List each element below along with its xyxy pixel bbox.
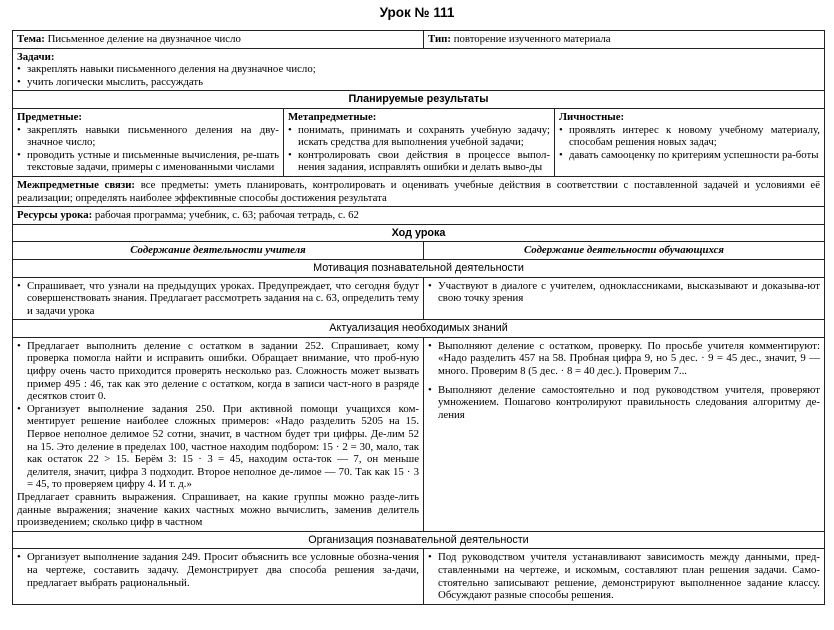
stage-title: Актуализация необходимых знаний bbox=[13, 320, 825, 338]
topic-label: Тема: bbox=[17, 33, 45, 45]
list-item: • проявлять интерес к новому учебному материалу, способам решения новых задач; bbox=[559, 124, 820, 149]
list-item: • Предлагает выполнить деление с остатком в задании 252. Спрашивает, кому проверка помогла найти и исправить ошибки. Обращает внимание, что проб-ную цифру очень часто приходится проверять несколько раз. Сложность может вызвать пример 495 : 46, так как это деление с остатком, когда в записи част-ного в разряде десятков стоит 0. bbox=[17, 340, 419, 403]
list-item: • учить логически мыслить, рассуждать bbox=[17, 76, 820, 89]
meta-results-list bbox=[288, 124, 550, 174]
personal-results-label: Личностные: bbox=[559, 110, 625, 123]
student-activity-cell bbox=[424, 277, 825, 320]
list-item: • Под руководством учителя устанавливают зависимость между данными, пред-ставленными на чертеже, и искомым, составляют план решения задачи. Само-стоятельно записывают решение, демонстрируют выполненное задание классу. Обсуждают разные способы решения. bbox=[428, 551, 820, 601]
teacher-activity-list bbox=[17, 340, 419, 491]
stage-row bbox=[13, 337, 825, 531]
stage-title: Мотивация познавательной деятельности bbox=[13, 259, 825, 277]
topic-cell bbox=[13, 31, 424, 49]
lesson-plan-table bbox=[12, 30, 825, 605]
student-column-header: Содержание деятельности обучающихся bbox=[424, 242, 825, 260]
topic-value: Письменное деление на двузначное число bbox=[47, 33, 241, 45]
personal-results-list bbox=[559, 124, 820, 162]
tasks-cell bbox=[13, 48, 825, 91]
interdisciplinary-label: Межпредметные связи: bbox=[17, 178, 136, 191]
subject-results-cell bbox=[13, 108, 284, 176]
course-title: Ход урока bbox=[13, 224, 825, 242]
personal-results-cell bbox=[555, 108, 825, 176]
list-item: • закреплять навыки письменного деления на дву-значное число; bbox=[17, 124, 279, 149]
list-item: • Организует выполнение задания 250. При активной помощи учащихся ком-ментирует решение наиболее сложных примеров: «Надо разделить 5205 на 15. Первое неполное делимое 52 сотни, значит, в частном будет три цифры. Де-лим 52 на 15. Это деление в пределах 100, частное находим подбором: 15 · 2 = 30, мало, так как остаток 22 > 15. Берём 3: 15 · 3 = 45, находим оста-ток — 7, он меньше делителя, значит, цифра 3 подходит. Второе неполное де-лимое — 70. Так как 15 · 3 = 45, то проверяем цифру 4. И т. д.» bbox=[17, 403, 419, 491]
list-item: • Выполняют деление с остатком, проверку. По просьбе учителя комментируют: «Надо разделить 457 на 58. Пробная цифра 9, но 5 дес. · 9 = 45 дес., значит, 9 — много. Проверим 8 (5 дес. · 8 = 40 дес.). Проверим 7... bbox=[428, 340, 820, 378]
meta-results-cell bbox=[284, 108, 555, 176]
teacher-activity-cell bbox=[13, 337, 424, 531]
stage-title-row bbox=[13, 320, 825, 338]
list-item: • контролировать свои действия в процессе выпол-нения задания, исправлять ошибки и делать выво-ды bbox=[288, 149, 550, 174]
resources-text: рабочая программа; учебник, с. 63; рабочая тетрадь, с. 62 bbox=[94, 209, 359, 222]
list-item: • Выполняют деление самостоятельно и под руководством учителя, проверяют умножением. Пошагово контролируют правильность следования алгоритму де-ления bbox=[428, 384, 820, 422]
teacher-activity-list bbox=[17, 280, 419, 318]
list-item: • давать самооценку по критериям успешности ра-боты bbox=[559, 149, 820, 162]
list-item: • закреплять навыки письменного деления на двузначное число; bbox=[17, 63, 820, 76]
tasks-row bbox=[13, 48, 825, 91]
student-activity-list bbox=[428, 280, 820, 305]
lesson-title: Урок № 111 bbox=[379, 5, 455, 20]
stage-title-row bbox=[13, 531, 825, 549]
planned-results-title-row bbox=[13, 91, 825, 109]
type-value: повторение изученного материала bbox=[453, 33, 611, 45]
planned-results-row bbox=[13, 108, 825, 176]
topic-row bbox=[13, 31, 825, 49]
meta-results-label: Метапредметные: bbox=[288, 110, 377, 123]
teacher-activity-cell bbox=[13, 549, 424, 604]
subject-results-label: Предметные: bbox=[17, 110, 83, 123]
resources-cell bbox=[13, 207, 825, 225]
teacher-column-header: Содержание деятельности учителя bbox=[13, 242, 424, 260]
resources-row bbox=[13, 207, 825, 225]
student-activity-list bbox=[428, 551, 820, 601]
interdisciplinary-text: все предметы: уметь планировать, контролировать и оценивать учебные действия в соответствии с поставленной задачей и условиями её реализации; определять наиболее эффективные способы достижения результата bbox=[17, 178, 821, 204]
stage-title: Организация познавательной деятельности bbox=[13, 531, 825, 549]
type-label: Тип: bbox=[428, 33, 451, 45]
stage-row bbox=[13, 549, 825, 604]
student-activity-cell bbox=[424, 337, 825, 531]
tasks-label: Задачи: bbox=[17, 50, 55, 63]
list-item: • понимать, принимать и сохранять учебную задачу; искать средства для выполнения учебной задачи; bbox=[288, 124, 550, 149]
list-item: • Участвуют в диалоге с учителем, одноклассниками, высказывают и доказыва-ют свою точку зрения bbox=[428, 280, 820, 305]
list-item: • проводить устные и письменные вычисления, ре-шать текстовые задачи, примеры с именованными числами bbox=[17, 149, 279, 174]
type-cell bbox=[424, 31, 825, 49]
teacher-activity-extra: Предлагает сравнить выражения. Спрашивает, на какие группы можно разде-лить данные выражения; значение каких частных можно вычислить, заменив делитель произведением; сколько цифр в частном bbox=[17, 491, 420, 529]
teacher-activity-cell bbox=[13, 277, 424, 320]
planned-results-title: Планируемые результаты bbox=[13, 91, 825, 109]
interdisciplinary-cell bbox=[13, 176, 825, 206]
stage-row bbox=[13, 277, 825, 320]
teacher-activity-list bbox=[17, 551, 419, 589]
course-title-row bbox=[13, 224, 825, 242]
interdisciplinary-row bbox=[13, 176, 825, 206]
stage-title-row bbox=[13, 259, 825, 277]
resources-label: Ресурсы урока: bbox=[17, 209, 93, 222]
lesson-plan-sheet bbox=[12, 30, 824, 605]
list-item: • Спрашивает, что узнали на предыдущих уроках. Предупреждает, что сегодня будут совершенствовать знания. Предлагает рассмотреть задания на с. 63, определить тему и задачи урока bbox=[17, 280, 419, 318]
course-header-row bbox=[13, 242, 825, 260]
student-activity-cell bbox=[424, 549, 825, 604]
list-item: • Организует выполнение задания 249. Просит объяснить все условные обозна-чения на чертеже, составить задачу. Демонстрирует два способа решения за-дачи, предлагает выбрать рациональный. bbox=[17, 551, 419, 589]
student-activity-list bbox=[428, 340, 820, 422]
tasks-list bbox=[17, 63, 820, 88]
subject-results-list bbox=[17, 124, 279, 174]
